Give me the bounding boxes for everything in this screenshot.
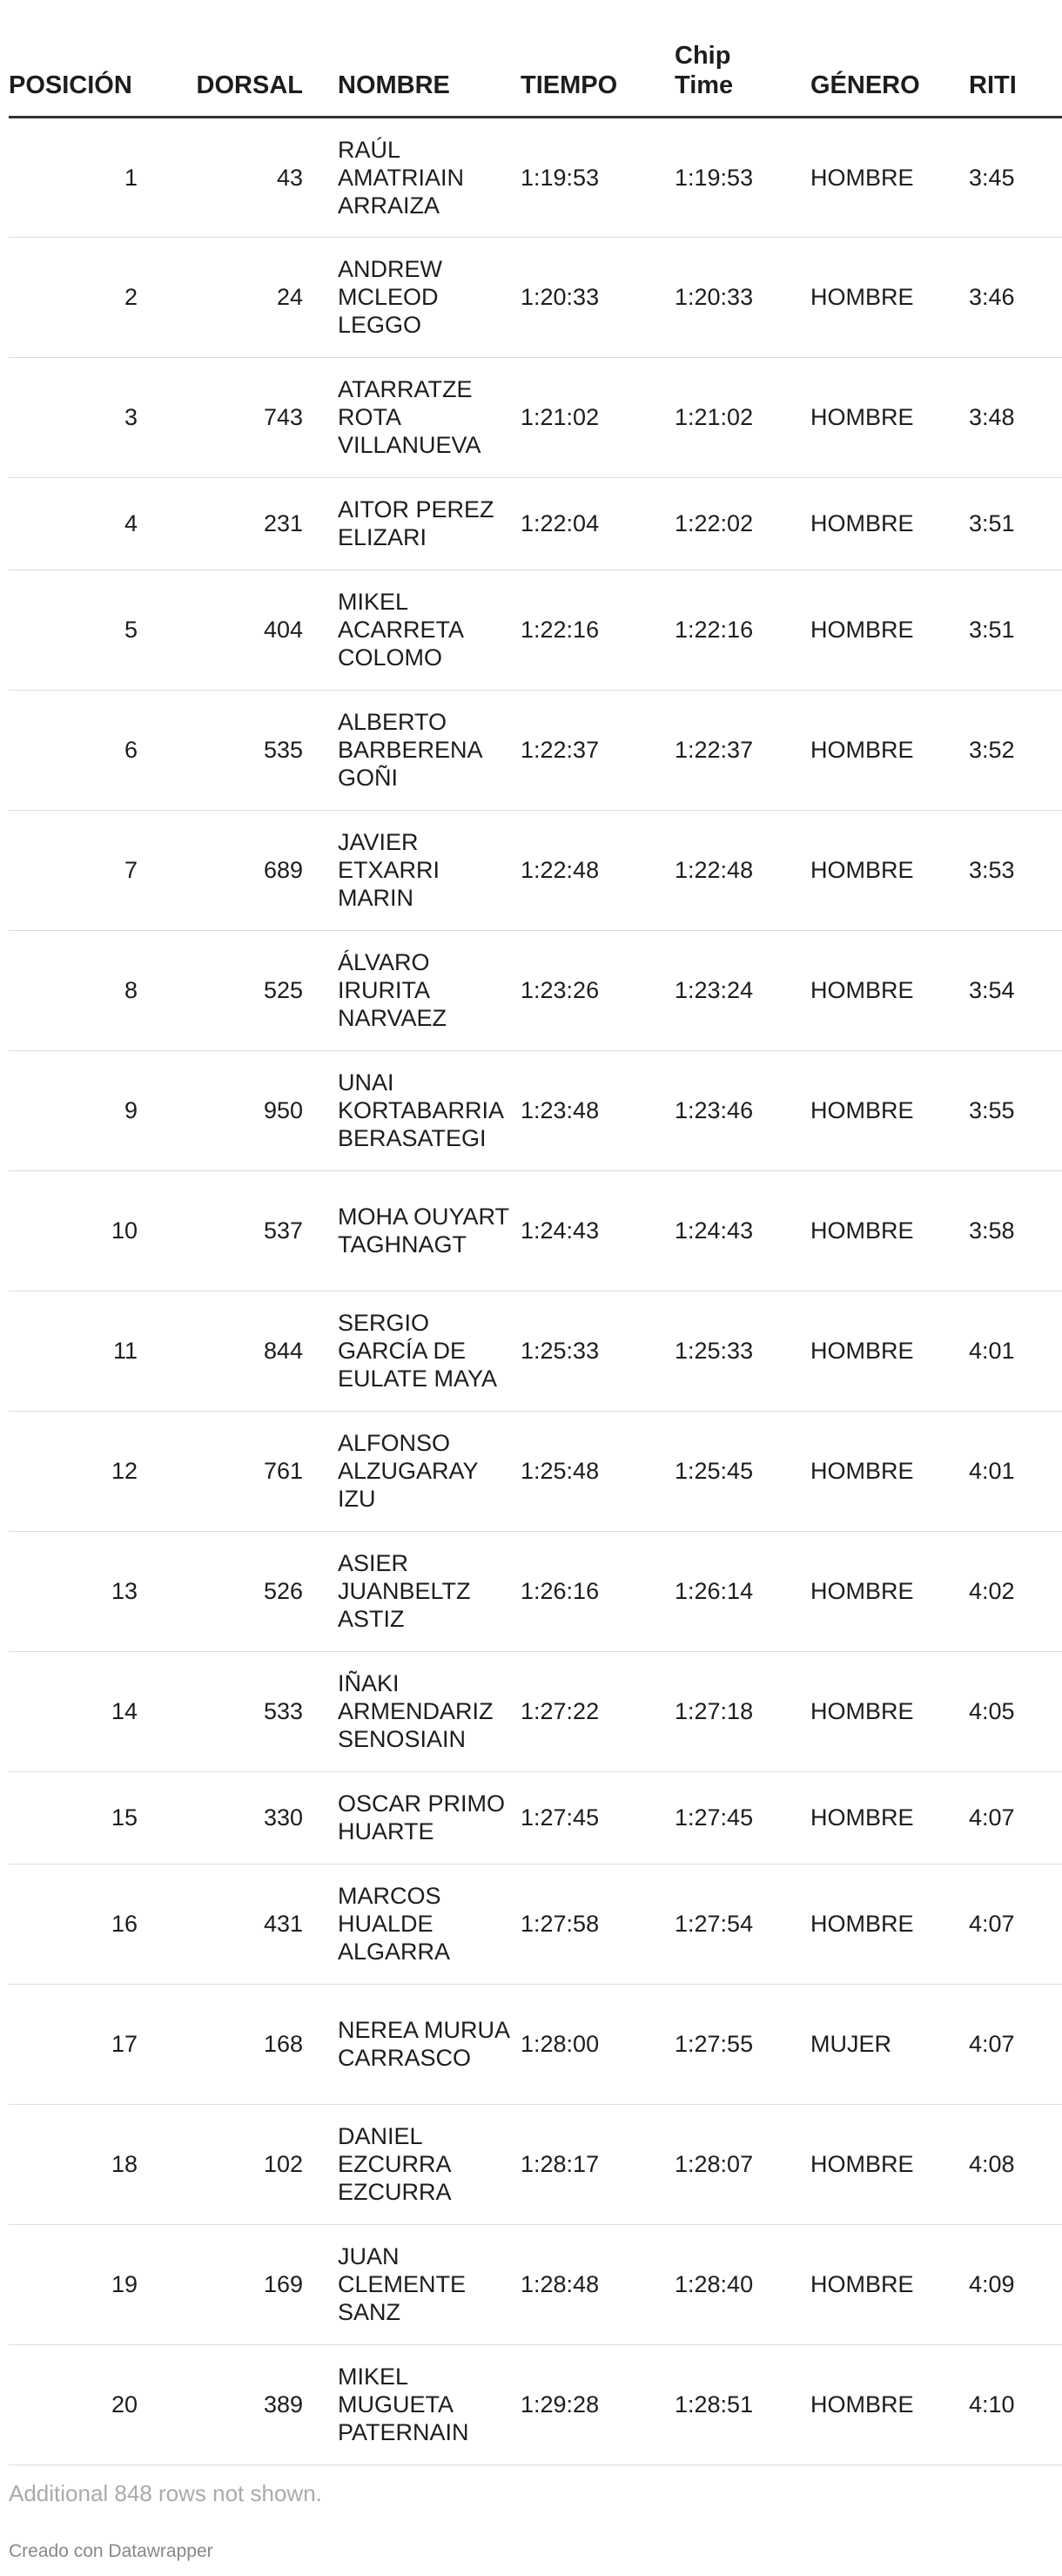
cell-posicion: 4: [9, 477, 139, 570]
runner-name: ALFONSO ALZUGARAY IZU: [338, 1430, 479, 1512]
cell-genero: HOMBRE: [810, 1531, 969, 1651]
cell-chip-time: 1:22:48: [675, 810, 810, 930]
footnote: Additional 848 rows not shown.: [9, 2480, 322, 2506]
cell-posicion: 20: [9, 2344, 139, 2465]
cell-posicion: 11: [9, 1291, 139, 1411]
table-row: [9, 1170, 1062, 1291]
cell-ritmo: 4:10: [969, 2344, 1062, 2465]
cell-nombre: [305, 2344, 521, 2465]
cell-posicion: 14: [9, 1651, 139, 1771]
cell-dorsal: 844: [139, 1291, 305, 1411]
cell-ritmo: 4:02: [969, 1531, 1062, 1651]
cell-dorsal: 535: [139, 690, 305, 810]
cell-nombre: [305, 357, 521, 477]
cell-dorsal: 404: [139, 570, 305, 690]
cell-posicion: 16: [9, 1864, 139, 1984]
cell-tiempo: 1:28:00: [521, 1984, 675, 2104]
table-row: [9, 1864, 1062, 1984]
cell-ritmo: 4:01: [969, 1411, 1062, 1531]
cell-nombre: [305, 1050, 521, 1170]
cell-nombre: [305, 237, 521, 357]
cell-dorsal: 950: [139, 1050, 305, 1170]
cell-dorsal: 431: [139, 1864, 305, 1984]
cell-tiempo: 1:27:58: [521, 1864, 675, 1984]
cell-chip-time: 1:27:55: [675, 1984, 810, 2104]
cell-posicion: 8: [9, 930, 139, 1050]
cell-tiempo: 1:22:16: [521, 570, 675, 690]
table-row: [9, 1984, 1062, 2104]
cell-chip-time: 1:25:33: [675, 1291, 810, 1411]
table-row: [9, 357, 1062, 477]
cell-genero: MUJER: [810, 1984, 969, 2104]
runner-name: NEREA MURUA CARRASCO: [338, 2017, 509, 2071]
cell-genero: HOMBRE: [810, 2224, 969, 2344]
cell-tiempo: 1:22:37: [521, 690, 675, 810]
runner-name: MARCOS HUALDE ALGARRA: [338, 1883, 451, 1965]
credit-link[interactable]: Creado con Datawrapper: [9, 2541, 213, 2561]
cell-tiempo: 1:22:04: [521, 477, 675, 570]
cell-dorsal: 537: [139, 1170, 305, 1291]
cell-nombre: [305, 810, 521, 930]
cell-ritmo: 3:46: [969, 237, 1062, 357]
header-tiempo[interactable]: TIEMPO: [521, 0, 675, 117]
cell-posicion: 7: [9, 810, 139, 930]
table-row: [9, 570, 1062, 690]
cell-dorsal: 102: [139, 2104, 305, 2224]
cell-ritmo: 3:53: [969, 810, 1062, 930]
table-row: [9, 237, 1062, 357]
table-row: [9, 1411, 1062, 1531]
cell-chip-time: 1:22:37: [675, 690, 810, 810]
runner-name: ANDREW MCLEOD LEGGO: [338, 256, 442, 338]
cell-chip-time: 1:25:45: [675, 1411, 810, 1531]
table-row: [9, 117, 1062, 237]
cell-dorsal: 389: [139, 2344, 305, 2465]
cell-genero: HOMBRE: [810, 930, 969, 1050]
runner-name: ASIER JUANBELTZ ASTIZ: [338, 1550, 471, 1632]
cell-genero: HOMBRE: [810, 1864, 969, 1984]
runner-name: RAÚL AMATRIAIN ARRAIZA: [338, 136, 465, 219]
cell-ritmo: 4:01: [969, 1291, 1062, 1411]
cell-nombre: [305, 1864, 521, 1984]
runner-name: DANIEL EZCURRA EZCURRA: [338, 2123, 452, 2205]
cell-genero: HOMBRE: [810, 237, 969, 357]
cell-chip-time: 1:20:33: [675, 237, 810, 357]
table-row: [9, 930, 1062, 1050]
cell-posicion: 2: [9, 237, 139, 357]
runner-name: OSCAR PRIMO HUARTE: [338, 1790, 506, 1844]
runner-name: ATARRATZE ROTA VILLANUEVA: [338, 376, 481, 458]
header-genero[interactable]: GÉNERO: [810, 0, 969, 117]
cell-posicion: 17: [9, 1984, 139, 2104]
cell-tiempo: 1:27:45: [521, 1771, 675, 1864]
runner-name: ÁLVARO IRURITA NARVAEZ: [338, 949, 447, 1031]
runner-name: MIKEL MUGUETA PATERNAIN: [338, 2364, 469, 2445]
table-row: [9, 2344, 1062, 2465]
cell-genero: HOMBRE: [810, 357, 969, 477]
cell-tiempo: 1:28:17: [521, 2104, 675, 2224]
cell-genero: HOMBRE: [810, 1291, 969, 1411]
cell-dorsal: 689: [139, 810, 305, 930]
cell-posicion: 18: [9, 2104, 139, 2224]
cell-tiempo: 1:29:28: [521, 2344, 675, 2465]
cell-chip-time: 1:27:18: [675, 1651, 810, 1771]
cell-chip-time: 1:21:02: [675, 357, 810, 477]
cell-tiempo: 1:21:02: [521, 357, 675, 477]
cell-chip-time: 1:28:51: [675, 2344, 810, 2465]
cell-tiempo: 1:20:33: [521, 237, 675, 357]
cell-nombre: [305, 1411, 521, 1531]
cell-chip-time: 1:23:46: [675, 1050, 810, 1170]
cell-genero: HOMBRE: [810, 2104, 969, 2224]
cell-nombre: [305, 1651, 521, 1771]
runner-name: JUAN CLEMENTE SANZ: [338, 2243, 467, 2325]
cell-ritmo: 3:45: [969, 117, 1062, 237]
cell-ritmo: 4:05: [969, 1651, 1062, 1771]
cell-chip-time: 1:28:07: [675, 2104, 810, 2224]
header-chip-time[interactable]: [675, 0, 810, 117]
cell-posicion: 9: [9, 1050, 139, 1170]
cell-tiempo: 1:25:33: [521, 1291, 675, 1411]
table-header-row: [9, 0, 1062, 117]
cell-nombre: [305, 477, 521, 570]
header-chip-time-label: Chip Time: [675, 41, 734, 99]
cell-ritmo: 3:58: [969, 1170, 1062, 1291]
cell-dorsal: 24: [139, 237, 305, 357]
cell-ritmo: 4:07: [969, 1771, 1062, 1864]
cell-ritmo: 4:07: [969, 1984, 1062, 2104]
cell-nombre: [305, 1531, 521, 1651]
cell-ritmo: 3:51: [969, 570, 1062, 690]
cell-ritmo: 3:52: [969, 690, 1062, 810]
table-row: [9, 1651, 1062, 1771]
cell-dorsal: 43: [139, 117, 305, 237]
runner-name: ALBERTO BARBERENA GOÑI: [338, 709, 482, 791]
cell-tiempo: 1:23:48: [521, 1050, 675, 1170]
cell-tiempo: 1:27:22: [521, 1651, 675, 1771]
cell-chip-time: 1:26:14: [675, 1531, 810, 1651]
cell-tiempo: 1:19:53: [521, 117, 675, 237]
cell-genero: HOMBRE: [810, 810, 969, 930]
cell-ritmo: 3:48: [969, 357, 1062, 477]
cell-tiempo: 1:22:48: [521, 810, 675, 930]
table-body: [9, 117, 1062, 2465]
cell-genero: HOMBRE: [810, 2344, 969, 2465]
cell-tiempo: 1:23:26: [521, 930, 675, 1050]
cell-nombre: [305, 1291, 521, 1411]
table-row: [9, 2224, 1062, 2344]
cell-genero: HOMBRE: [810, 477, 969, 570]
cell-ritmo: 4:07: [969, 1864, 1062, 1984]
cell-ritmo: 3:55: [969, 1050, 1062, 1170]
table-row: [9, 1771, 1062, 1864]
table-row: [9, 1291, 1062, 1411]
cell-dorsal: 168: [139, 1984, 305, 2104]
cell-nombre: [305, 117, 521, 237]
cell-nombre: [305, 690, 521, 810]
cell-chip-time: 1:27:45: [675, 1771, 810, 1864]
cell-genero: HOMBRE: [810, 1651, 969, 1771]
cell-chip-time: 1:27:54: [675, 1864, 810, 1984]
cell-nombre: [305, 1170, 521, 1291]
cell-posicion: 1: [9, 117, 139, 237]
cell-chip-time: 1:19:53: [675, 117, 810, 237]
cell-nombre: [305, 1984, 521, 2104]
table-row: [9, 477, 1062, 570]
runner-name: SERGIO GARCÍA DE EULATE MAYA: [338, 1310, 498, 1392]
cell-posicion: 15: [9, 1771, 139, 1864]
cell-tiempo: 1:26:16: [521, 1531, 675, 1651]
table-row: [9, 810, 1062, 930]
cell-nombre: [305, 930, 521, 1050]
cell-genero: HOMBRE: [810, 1771, 969, 1864]
cell-posicion: 13: [9, 1531, 139, 1651]
cell-posicion: 3: [9, 357, 139, 477]
cell-chip-time: 1:22:16: [675, 570, 810, 690]
runner-name: MIKEL ACARRETA COLOMO: [338, 589, 463, 671]
cell-dorsal: 525: [139, 930, 305, 1050]
cell-genero: HOMBRE: [810, 690, 969, 810]
cell-nombre: [305, 2104, 521, 2224]
cell-dorsal: 743: [139, 357, 305, 477]
header-posicion[interactable]: POSICIÓN: [9, 0, 139, 117]
header-ritmo[interactable]: RITI: [969, 0, 1062, 117]
table-row: [9, 2104, 1062, 2224]
cell-genero: HOMBRE: [810, 1050, 969, 1170]
cell-chip-time: 1:22:02: [675, 477, 810, 570]
runner-name: JAVIER ETXARRI MARIN: [338, 829, 440, 911]
runner-name: UNAI KORTABARRIA BERASATEGI: [338, 1069, 503, 1151]
cell-chip-time: 1:28:40: [675, 2224, 810, 2344]
cell-posicion: 12: [9, 1411, 139, 1531]
cell-posicion: 6: [9, 690, 139, 810]
cell-tiempo: 1:28:48: [521, 2224, 675, 2344]
cell-genero: HOMBRE: [810, 117, 969, 237]
cell-posicion: 10: [9, 1170, 139, 1291]
runner-name: MOHA OUYART TAGHNAGT: [338, 1204, 509, 1258]
header-dorsal[interactable]: DORSAL: [139, 0, 305, 117]
cell-dorsal: 533: [139, 1651, 305, 1771]
cell-dorsal: 761: [139, 1411, 305, 1531]
table-row: [9, 690, 1062, 810]
cell-dorsal: 169: [139, 2224, 305, 2344]
cell-posicion: 19: [9, 2224, 139, 2344]
cell-genero: HOMBRE: [810, 1170, 969, 1291]
header-nombre[interactable]: NOMBRE: [305, 0, 521, 117]
table-row: [9, 1531, 1062, 1651]
runner-name: AITOR PEREZ ELIZARI: [338, 496, 494, 550]
cell-ritmo: 3:54: [969, 930, 1062, 1050]
results-table: [9, 0, 1062, 2465]
cell-tiempo: 1:24:43: [521, 1170, 675, 1291]
cell-tiempo: 1:25:48: [521, 1411, 675, 1531]
cell-genero: HOMBRE: [810, 1411, 969, 1531]
cell-genero: HOMBRE: [810, 570, 969, 690]
cell-nombre: [305, 570, 521, 690]
cell-ritmo: 3:51: [969, 477, 1062, 570]
cell-nombre: [305, 1771, 521, 1864]
runner-name: IÑAKI ARMENDARIZ SENOSIAIN: [338, 1670, 494, 1752]
results-table-container: [9, 0, 1062, 2576]
cell-ritmo: 4:08: [969, 2104, 1062, 2224]
cell-nombre: [305, 2224, 521, 2344]
cell-ritmo: 4:09: [969, 2224, 1062, 2344]
cell-dorsal: 231: [139, 477, 305, 570]
table-row: [9, 1050, 1062, 1170]
cell-chip-time: 1:24:43: [675, 1170, 810, 1291]
cell-chip-time: 1:23:24: [675, 930, 810, 1050]
cell-dorsal: 330: [139, 1771, 305, 1864]
cell-posicion: 5: [9, 570, 139, 690]
cell-dorsal: 526: [139, 1531, 305, 1651]
